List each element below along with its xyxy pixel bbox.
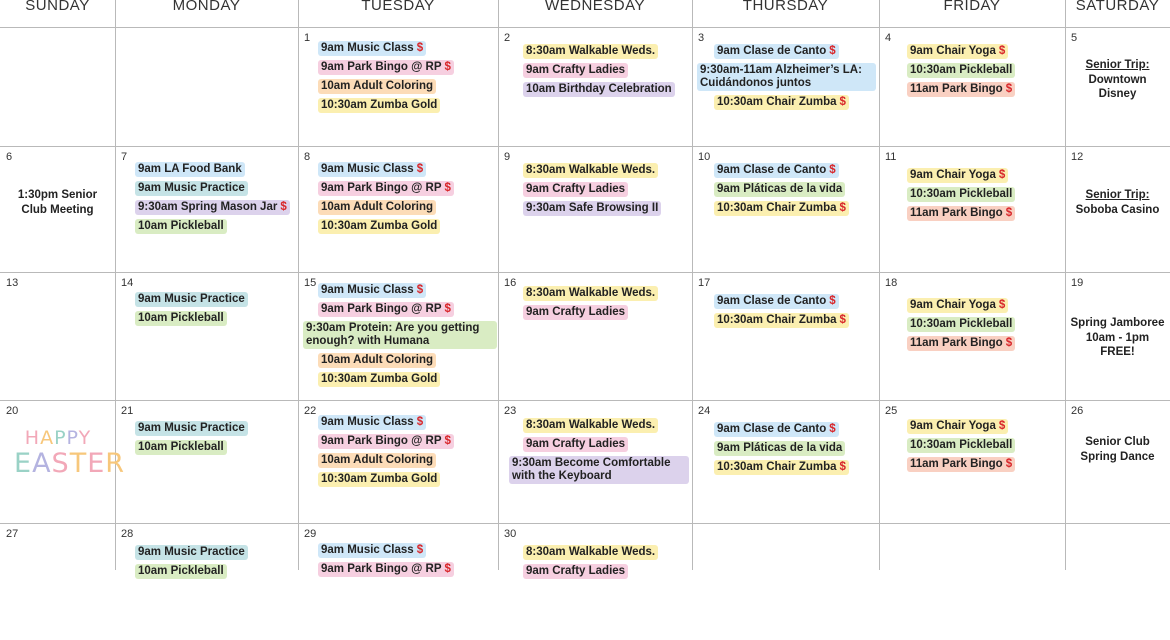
day-number: 4 (885, 32, 892, 44)
event-label: 9am Music Class (321, 544, 414, 556)
event-chip[interactable] (714, 182, 845, 197)
paid-indicator: $ (998, 299, 1006, 311)
paid-indicator: $ (998, 420, 1006, 432)
event-chip[interactable] (523, 182, 628, 197)
event-label: 10:30am Zumba Gold (321, 99, 438, 111)
note-line: 10am - 1pm (1085, 331, 1150, 344)
event-label: 9am Crafty Ladies (526, 183, 626, 195)
day-number: 12 (1071, 151, 1084, 163)
event-label: 10am Pickleball (138, 220, 224, 232)
weekday-label: TUESDAY (361, 0, 435, 14)
event-chip[interactable] (714, 294, 839, 309)
day-cell[interactable] (115, 400, 298, 523)
event-label: 10am Pickleball (138, 565, 224, 577)
day-number: 16 (504, 277, 517, 289)
happy-easter-graphic (14, 427, 126, 479)
event-chip[interactable] (318, 434, 454, 449)
paid-indicator: $ (416, 416, 424, 428)
weekday-header-friday (879, 0, 1065, 27)
note-line: Spring Dance (1080, 450, 1155, 463)
paid-indicator: $ (444, 182, 451, 194)
day-number: 26 (1071, 405, 1084, 417)
paid-indicator: $ (998, 169, 1006, 181)
weekday-header-sunday (0, 0, 115, 27)
paid-indicator: $ (839, 202, 846, 214)
event-chip[interactable] (318, 372, 440, 387)
weekday-label: FRIDAY (943, 0, 1001, 14)
easter-letter: P (54, 427, 67, 449)
event-chip[interactable] (714, 313, 849, 328)
event-chip[interactable] (318, 453, 436, 468)
event-label: 9am Music Class (321, 416, 414, 428)
day-cell[interactable] (298, 272, 498, 400)
day-number: 20 (6, 405, 19, 417)
event-chip[interactable] (907, 82, 1015, 97)
event-label: 9am Music Practice (138, 182, 245, 194)
paid-indicator: $ (444, 303, 451, 315)
day-cell[interactable] (498, 146, 692, 272)
event-label: 8:30am Walkable Weds. (526, 287, 656, 299)
note-line: Senior Club (1085, 436, 1150, 448)
event-chip[interactable] (523, 201, 661, 216)
event-label: 10am Pickleball (138, 312, 224, 324)
day-number: 22 (304, 405, 317, 417)
paid-indicator: $ (1005, 207, 1013, 219)
event-label: 11am Park Bingo (910, 337, 1003, 349)
day-cell[interactable] (298, 27, 498, 146)
event-chip[interactable] (523, 418, 658, 433)
day-cell[interactable] (1065, 272, 1170, 400)
day-cell[interactable] (1065, 523, 1170, 640)
event-chip[interactable] (714, 422, 839, 437)
weekday-label: THURSDAY (742, 0, 829, 14)
event-label: 9:30am-11am Alzheimer’s LA: Cuidándonos juntos (700, 64, 862, 89)
event-chip[interactable] (318, 543, 426, 558)
event-chip[interactable] (303, 321, 497, 349)
weekday-header-monday (115, 0, 298, 27)
event-label: 9am Park Bingo @ RP (321, 303, 442, 315)
paid-indicator: $ (444, 563, 451, 575)
event-chip[interactable] (318, 283, 426, 298)
event-chip[interactable] (907, 63, 1015, 78)
event-label: 9am Pláticas de la vida (717, 183, 843, 195)
event-label: 10:30am Zumba Gold (321, 220, 438, 232)
event-chip[interactable] (714, 441, 845, 456)
event-label: 9am Clase de Canto (717, 295, 827, 307)
note-line: Downtown (1088, 73, 1147, 86)
day-cell[interactable] (498, 523, 692, 640)
day-number: 24 (698, 405, 711, 417)
event-chip[interactable] (907, 206, 1015, 221)
event-chip[interactable] (714, 460, 849, 475)
event-label: 10:30am Pickleball (910, 318, 1013, 330)
day-cell[interactable] (298, 400, 498, 523)
event-label: 9am Park Bingo @ RP (321, 435, 442, 447)
day-number: 21 (121, 405, 134, 417)
note-line: 1:30pm Senior (17, 189, 98, 201)
paid-indicator: $ (416, 544, 424, 556)
note-line: Club Meeting (21, 203, 94, 216)
paid-indicator: $ (829, 423, 836, 435)
paid-indicator: $ (839, 96, 846, 108)
note-line: Spring Jamboree (1070, 317, 1165, 329)
event-chip[interactable] (907, 298, 1008, 313)
event-chip[interactable] (523, 286, 658, 301)
event-label: 11am Park Bingo (910, 458, 1003, 470)
day-number: 9 (504, 151, 511, 163)
day-cell[interactable] (1065, 27, 1170, 146)
day-cell[interactable] (0, 400, 126, 523)
easter-letter: R (105, 448, 126, 479)
event-label: 11am Park Bingo (910, 207, 1003, 219)
easter-letter: E (14, 448, 33, 479)
day-cell[interactable] (0, 27, 115, 146)
event-chip[interactable] (135, 219, 227, 234)
event-label: 9am Crafty Ladies (526, 438, 626, 450)
event-label: 9am Park Bingo @ RP (321, 563, 442, 575)
event-chip[interactable] (907, 336, 1015, 351)
weekday-header-wednesday (498, 0, 692, 27)
day-cell[interactable] (879, 400, 1065, 523)
event-label: 10am Adult Coloring (321, 354, 434, 366)
event-chip[interactable] (318, 162, 426, 177)
day-number: 17 (698, 277, 711, 289)
event-label: 8:30am Walkable Weds. (526, 546, 656, 558)
event-label: 9am Crafty Ladies (526, 306, 626, 318)
day-number: 1 (304, 32, 311, 44)
event-chip[interactable] (318, 181, 454, 196)
event-label: 10:30am Pickleball (910, 439, 1013, 451)
paid-indicator: $ (416, 163, 424, 175)
paid-indicator: $ (444, 61, 451, 73)
event-label: 10:30am Chair Zumba (717, 314, 837, 326)
easter-letter: A (40, 427, 55, 449)
event-label: 11am Park Bingo (910, 83, 1003, 95)
event-chip[interactable] (523, 82, 675, 97)
event-label: 9am Crafty Ladies (526, 565, 626, 577)
event-label: 10:30am Chair Zumba (717, 461, 837, 473)
paid-indicator: $ (416, 284, 424, 296)
paid-indicator: $ (1005, 83, 1013, 95)
paid-indicator: $ (829, 45, 836, 57)
day-cell[interactable] (692, 400, 879, 523)
event-label: 9:30am Become Comfortable with the Keyboard (512, 457, 671, 482)
event-chip[interactable] (714, 44, 839, 59)
event-label: 10am Adult Coloring (321, 201, 434, 213)
event-chip[interactable] (907, 317, 1015, 332)
easter-letter: P (66, 427, 79, 449)
note-line: Senior Trip: (1085, 59, 1150, 71)
event-label: 10:30am Zumba Gold (321, 473, 438, 485)
event-chip[interactable] (318, 98, 440, 113)
event-label: 10:30am Chair Zumba (717, 96, 837, 108)
event-label: 9am Park Bingo @ RP (321, 61, 442, 73)
event-chip[interactable] (697, 63, 876, 91)
weekday-label: MONDAY (172, 0, 241, 14)
day-number: 7 (121, 151, 128, 163)
paid-indicator: $ (416, 42, 424, 54)
event-chip[interactable] (523, 63, 628, 78)
event-chip[interactable] (907, 419, 1008, 434)
day-cell[interactable] (0, 523, 115, 640)
event-label: 10:30am Chair Zumba (717, 202, 837, 214)
day-cell[interactable] (498, 272, 692, 400)
easter-letter: E (87, 448, 106, 479)
easter-letter: H (24, 427, 41, 449)
event-label: 9am Music Class (321, 42, 414, 54)
paid-indicator: $ (839, 461, 846, 473)
event-chip[interactable] (318, 562, 454, 577)
event-chip[interactable] (907, 44, 1008, 59)
event-label: 9am Clase de Canto (717, 423, 827, 435)
day-cell[interactable] (1065, 146, 1170, 272)
day-number: 30 (504, 528, 517, 540)
event-chip[interactable] (135, 181, 248, 196)
event-chip[interactable] (523, 44, 658, 59)
event-chip[interactable] (907, 457, 1015, 472)
event-label: 9am Music Practice (138, 546, 245, 558)
event-chip[interactable] (135, 200, 290, 215)
weekday-header-tuesday (298, 0, 498, 27)
event-label: 9am Music Class (321, 284, 414, 296)
day-number: 2 (504, 32, 511, 44)
day-number: 13 (6, 277, 19, 289)
day-cell[interactable] (879, 27, 1065, 146)
note-line: Disney (1098, 88, 1137, 100)
event-chip[interactable] (907, 438, 1015, 453)
paid-indicator: $ (998, 45, 1006, 57)
paid-indicator: $ (829, 164, 836, 176)
day-number: 27 (6, 528, 19, 540)
event-label: 9:30am Spring Mason Jar (138, 201, 278, 213)
event-label: 8:30am Walkable Weds. (526, 45, 656, 57)
day-cell[interactable] (692, 523, 879, 640)
event-label: 8:30am Walkable Weds. (526, 164, 656, 176)
day-cell[interactable] (115, 523, 298, 640)
day-number: 6 (6, 151, 13, 163)
day-cell[interactable] (298, 146, 498, 272)
easter-letter: S (51, 448, 70, 479)
easter-line (14, 427, 102, 449)
event-chip[interactable] (135, 421, 248, 436)
event-chip[interactable] (135, 545, 248, 560)
weekday-label: SUNDAY (25, 0, 90, 14)
event-chip[interactable] (523, 564, 628, 579)
day-cell[interactable] (498, 27, 692, 146)
event-label: 9am Chair Yoga (910, 169, 996, 181)
event-chip[interactable] (318, 200, 436, 215)
day-number: 8 (304, 151, 311, 163)
paid-indicator: $ (839, 314, 846, 326)
event-label: 10am Adult Coloring (321, 80, 434, 92)
event-label: 9:30am Safe Browsing II (526, 202, 659, 214)
event-chip[interactable] (509, 456, 689, 484)
event-label: 9am LA Food Bank (138, 163, 242, 175)
event-chip[interactable] (318, 472, 440, 487)
event-chip[interactable] (318, 353, 436, 368)
weekday-header-saturday (1065, 0, 1170, 27)
event-chip[interactable] (714, 95, 849, 110)
day-cell[interactable] (1065, 400, 1170, 523)
event-label: 10:30am Pickleball (910, 64, 1013, 76)
day-number: 29 (304, 528, 317, 540)
day-number: 10 (698, 151, 711, 163)
event-chip[interactable] (318, 302, 454, 317)
day-cell[interactable] (692, 27, 879, 146)
event-label: 9am Clase de Canto (717, 164, 827, 176)
day-cell[interactable] (692, 272, 879, 400)
event-label: 10am Birthday Celebration (526, 83, 672, 95)
day-cell[interactable] (115, 146, 298, 272)
event-label: 10:30am Zumba Gold (321, 373, 438, 385)
day-cell[interactable] (115, 27, 298, 146)
event-label: 8:30am Walkable Weds. (526, 419, 656, 431)
event-label: 9:30am Protein: Are you getting enough? with Humana (306, 322, 480, 347)
event-label: 9am Clase de Canto (717, 45, 827, 57)
event-chip[interactable] (318, 41, 426, 56)
weekday-header-thursday (692, 0, 879, 27)
event-chip[interactable] (135, 292, 248, 307)
event-chip[interactable] (135, 440, 227, 455)
day-cell[interactable] (0, 272, 115, 400)
weekday-label: SATURDAY (1075, 0, 1160, 14)
day-cell[interactable] (879, 146, 1065, 272)
day-number: 19 (1071, 277, 1084, 289)
note-line: FREE! (1100, 346, 1135, 358)
day-cell[interactable] (879, 272, 1065, 400)
event-label: 10am Adult Coloring (321, 454, 434, 466)
event-label: 9am Music Class (321, 163, 414, 175)
paid-indicator: $ (280, 201, 287, 213)
paid-indicator: $ (444, 435, 451, 447)
event-chip[interactable] (318, 219, 440, 234)
event-label: 9am Chair Yoga (910, 420, 996, 432)
day-cell[interactable] (692, 146, 879, 272)
note-line: Senior Trip: (1085, 189, 1150, 201)
day-number: 25 (885, 405, 898, 417)
easter-letter: T (69, 448, 88, 479)
event-chip[interactable] (714, 163, 839, 178)
paid-indicator: $ (1005, 337, 1013, 349)
event-chip[interactable] (318, 79, 436, 94)
event-label: 9am Pláticas de la vida (717, 442, 843, 454)
paid-indicator: $ (829, 295, 836, 307)
day-number: 15 (304, 277, 317, 289)
day-number: 5 (1071, 32, 1078, 44)
event-label: 9am Music Practice (138, 293, 245, 305)
day-number: 28 (121, 528, 134, 540)
day-cell[interactable] (0, 146, 115, 272)
easter-line (14, 448, 126, 479)
event-chip[interactable] (907, 168, 1008, 183)
day-cell[interactable] (115, 272, 298, 400)
day-number: 11 (885, 151, 897, 163)
event-label: 10am Pickleball (138, 441, 224, 453)
easter-letter: A (32, 448, 52, 479)
event-chip[interactable] (318, 60, 454, 75)
event-chip[interactable] (318, 415, 426, 430)
paid-indicator: $ (1005, 458, 1013, 470)
event-label: 9am Chair Yoga (910, 45, 996, 57)
event-label: 9am Chair Yoga (910, 299, 996, 311)
day-number: 3 (698, 32, 705, 44)
day-number: 23 (504, 405, 517, 417)
event-chip[interactable] (523, 437, 628, 452)
note-line: Soboba Casino (1075, 203, 1160, 216)
day-number: 14 (121, 277, 134, 289)
event-chip[interactable] (135, 311, 227, 326)
day-number: 18 (885, 277, 898, 289)
event-chip[interactable] (907, 187, 1015, 202)
event-chip[interactable] (523, 305, 628, 320)
event-label: 9am Crafty Ladies (526, 64, 626, 76)
event-chip[interactable] (523, 163, 658, 178)
weekday-label: WEDNESDAY (544, 0, 646, 14)
event-label: 9am Park Bingo @ RP (321, 182, 442, 194)
event-chip[interactable] (523, 545, 658, 560)
day-cell[interactable] (298, 523, 498, 640)
event-chip[interactable] (714, 201, 849, 216)
event-chip[interactable] (135, 564, 227, 579)
day-cell[interactable] (879, 523, 1065, 640)
easter-letter: Y (78, 427, 92, 449)
event-chip[interactable] (135, 162, 245, 177)
event-label: 10:30am Pickleball (910, 188, 1013, 200)
day-cell[interactable] (498, 400, 692, 523)
event-label: 9am Music Practice (138, 422, 245, 434)
